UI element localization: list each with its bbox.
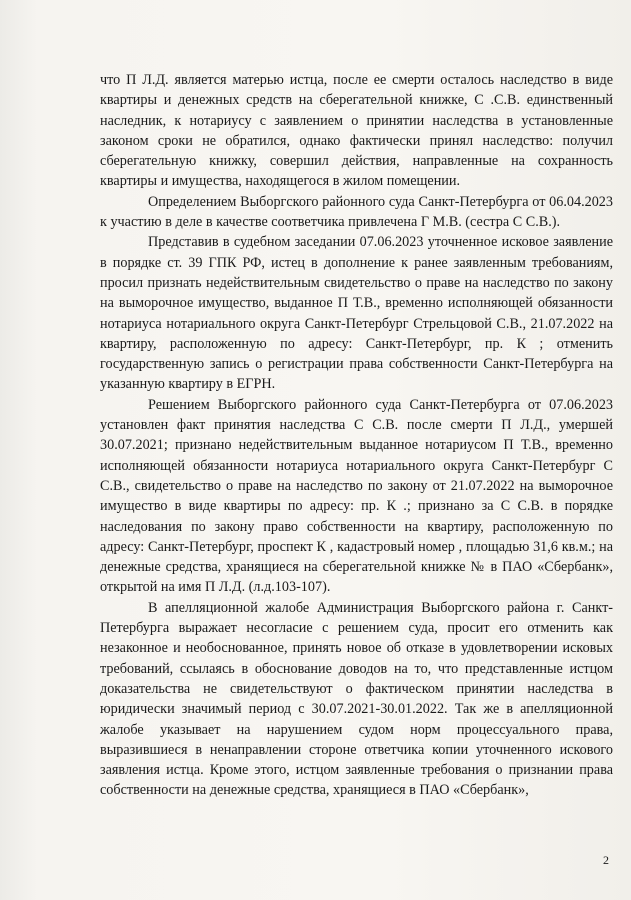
paragraph-heir-facts: что П Л.Д. является матерью истца, после ее смерти осталось наследство в виде квартиры и денежных средств на сберегательной книжке, С .С.В. единственный наследник, к нотариусу с заявлением о принятии наследства в установленные законом сроки не обратился, однако фактически принял наследство: получил сберегательную книжку, совершил действия, направленные на сохранность квартиры и имущества, находящегося в жилом помещении. (100, 72, 613, 190)
paragraph-court-decision: Решением Выборгского районного суда Санкт-Петербурга от 07.06.2023 установлен факт принятия наследства С С.В. после смерти П Л.Д., умершей 30.07.2021; признано недействительным выданное нотариусом П Т.В., временно исполняющей обязанности нотариуса нотариального округа Санкт-Петербург С С.В., свидетельство о праве на наследство по закону от 21.07.2022 на выморочное имущество в виде квартиры по адресу: пр. К .; признано за С С.В. в порядке наследования по закону право собственности на квартиру, расположенную по адресу: Санкт-Петербург, проспект К , кадастровый номер , площадью 31,6 кв.м.; на денежные средства, хранящиеся на сберегательной книжке № в ПАО «Сбербанк», открытой на имя П Л.Д. (л.д.103-107). (100, 396, 613, 596)
paragraph-appeal: В апелляционной жалобе Администрация Выборгского района г. Санкт-Петербурга выражает несогласие с решением суда, просит его отменить как незаконное и необоснованное, принять новое об отказе в удовлетворении исковых требований, ссылаясь в обоснование доводов на то, что представленные истцом доказательства не свидетельствуют о фактическом принятии наследства в юридически значимый период с 30.07.2021-30.01.2022. Так же в апелляционной жалобе указывает на нарушением судом норм процессуального права, выразившиеся в ненаправлении стороне ответчика копии уточненного искового заявления истца. Кроме этого, истцом заявленные требования о признании права собственности на денежные средства, хранящиеся в ПАО «Сбербанк», (100, 599, 613, 799)
page-number: 2 (603, 853, 609, 867)
paragraph-amended-claim: Представив в судебном заседании 07.06.2023 уточненное исковое заявление в порядке ст. 39 ГПК РФ, истец в дополнение к ранее заявленным требованиям, просил признать недействительным свидетельство о праве на наследство по закону на выморочное имущество, выданное П Т.В., временно исполняющей обязанности нотариуса нотариального округа Санкт-Петербург Стрельцовой С.В., 21.07.2022 на квартиру, расположенную по адресу: Санкт-Петербург, пр. К ; отменить государственную запись о регистрации права собственности Санкт-Петербурга на указанную квартиру в ЕГРН. (100, 234, 613, 393)
paragraph-co-defendant: Определением Выборгского районного суда Санкт-Петербурга от 06.04.2023 к участию в деле в качестве соответчика привлечена Г М.В. (сестра С С.В.). (100, 193, 613, 231)
